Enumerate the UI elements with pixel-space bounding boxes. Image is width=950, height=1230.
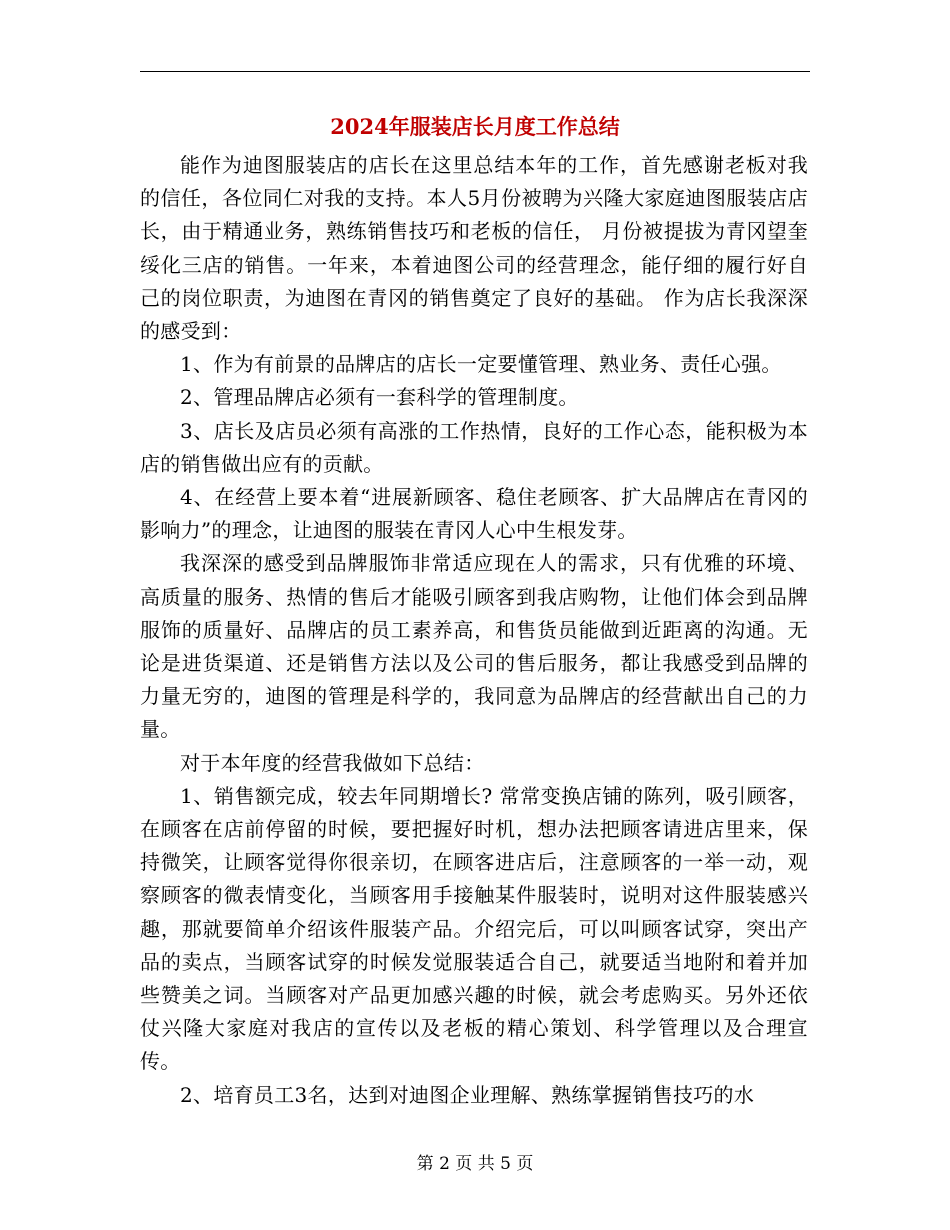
paragraph-intro: 能作为迪图服装店的店长在这里总结本年的工作，首先感谢老板对我的信任，各位同仁对我的支持。本人5月份被聘为兴隆大家庭迪图服装店店长，由于精通业务，熟练销售技巧和老板的信任， 月份被提拔为青冈望奎绥化三店的销售。一年来，本着迪图公司的经营理念，能仔细的履行好自己的岗位职责，为迪图在青冈的销售奠定了良好的基础。 作为店长我深深的感受到： (140, 153, 808, 344)
paragraph-summary-2: 2、培育员工3名，达到对迪图企业理解、熟练掌握销售技巧的水 (180, 1082, 755, 1107)
paragraph-summary-1: 1、销售额完成，较去年同期增长? 常常变换店铺的陈列，吸引顾客，在顾客在店前停留的时候，要把握好时机，想办法把顾客请进店里来，保持微笑，让顾客觉得你很亲切，在顾客进店后，注意顾客的一举一动，观察顾客的微表情变化，当顾客用手接触某件服装时，说明对这件服装感兴趣，那就要简单介绍该件服装产品。介绍完后，可以叫顾客试穿，突出产品的卖点，当顾客试穿的时候发觉服装适合自己，就要适当地附和着并加些赞美之词。当顾客对产品更加感兴趣的时候，就会考虑购买。另外还依仗兴隆大家庭对我店的宣传以及老板的精心策划、科学管理以及合理宣传。 (140, 783, 808, 1074)
paragraph-point-2: 2、管理品牌店必须有一套科学的管理制度。 (180, 385, 579, 410)
paragraph-summary-intro: 对于本年度的经营我做如下总结： (180, 750, 485, 775)
paragraph-brand-feeling: 我深深的感受到品牌服饰非常适应现在人的需求，只有优雅的环境、高质量的服务、热情的售后才能吸引顾客到我店购物，让他们体会到品牌服饰的质量好、品牌店的员工素养高，和售货员能做到近距离的沟通。无论是进货渠道、还是销售方法以及公司的售后服务，都让我感受到品牌的力量无穷的，迪图的管理是科学的，我同意为品牌店的经营献出自己的力量。 (140, 551, 808, 742)
paragraph-point-1: 1、作为有前景的品牌店的店长一定要懂管理、熟业务、责任心强。 (180, 352, 782, 377)
page-number: 第 2 页 共 5 页 (416, 1154, 534, 1174)
header-rule (140, 71, 810, 72)
document-title: 2024年服装店长月度工作总结 (330, 114, 620, 139)
paragraph-point-3: 3、店长及店员必须有高涨的工作热情，良好的工作心态，能积极为本店的销售做出应有的贡献。 (140, 418, 808, 476)
paragraph-point-4: 4、在经营上要本着“进展新顾客、稳住老顾客、扩大品牌店在青冈的影响力”的理念，让迪图的服装在青冈人心中生根发芽。 (140, 485, 808, 543)
document-body (140, 149, 808, 1112)
